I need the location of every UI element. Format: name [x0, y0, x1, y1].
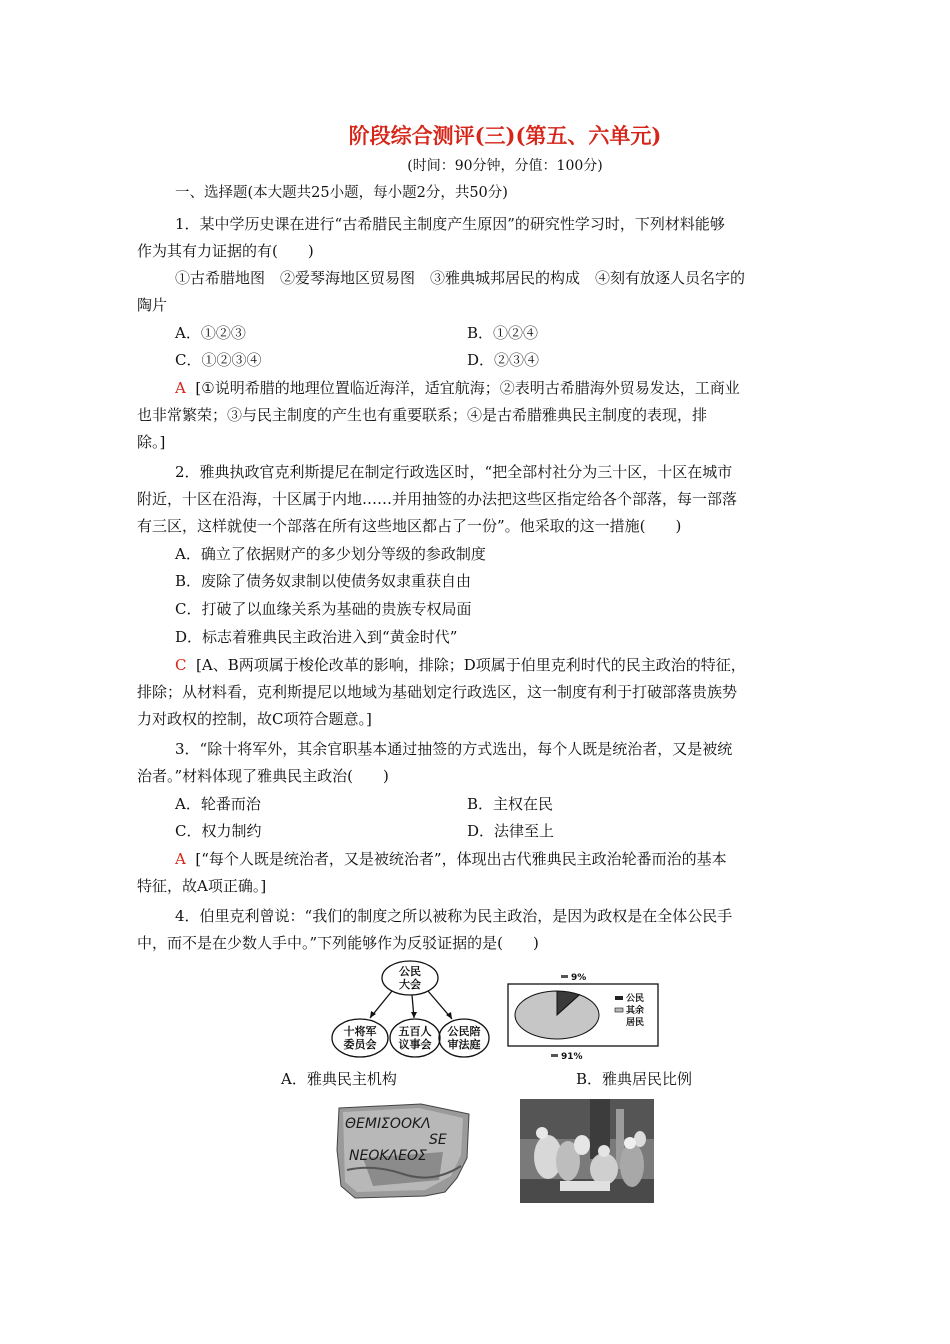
ostracon-photo: [333, 1100, 475, 1202]
ostracon-line-3: NEOKΛEOΣ: [349, 1148, 427, 1164]
q3-option-a: A．轮番而治: [175, 795, 261, 813]
pie-label-91: 91%: [561, 1052, 583, 1062]
diagram-label-mid-2: 议事会: [398, 1038, 432, 1051]
legend-label-citizens: 公民: [626, 994, 645, 1004]
q2-explanation-line3: 力对政权的控制，故C项符合题意。]: [137, 710, 372, 728]
legend-swatch-citizens: [615, 996, 623, 1000]
q2-stem-line2: 附近，十区在沿海，十区属于内地……并用抽签的办法把这些区指定给各个部落，每一部落: [137, 490, 738, 508]
figure-a-caption: A．雅典民主机构: [281, 1070, 397, 1088]
legend-label-others-2: 居民: [626, 1018, 645, 1028]
diagram-label-left-2: 委员会: [343, 1038, 377, 1051]
diagram-label-top-2: 大会: [399, 978, 421, 991]
q3-option-c: C．权力制约: [175, 822, 262, 840]
q4-stem-line1: 4．伯里克利曾说：“我们的制度之所以被称为民主政治，是因为政权是在全体公民手: [175, 907, 733, 925]
diagram-label-mid-1: 五百人: [398, 1025, 432, 1038]
diagram-label-left-1: 十将军: [343, 1025, 377, 1038]
section-heading: 一、选择题(本大题共25小题，每小题2分，共50分): [175, 185, 508, 201]
q3-explanation-line1: [175, 849, 727, 869]
q1-explanation-line1: [175, 378, 740, 398]
pie-label-91-swatch: [551, 1054, 558, 1057]
q3-stem-line1: 3．“除十将军外，其余官职基本通过抽签的方式选出，每个人既是统治者，又是被统: [175, 740, 733, 758]
q1-expl-text1: [①说明希腊的地理位置临近海洋，适宜航海；②表明古希腊海外贸易发达，工商业: [195, 379, 740, 397]
pie-label-9: 9%: [571, 973, 587, 983]
q2-expl-text1: [A、B两项属于梭伦改革的影响，排除；D项属于伯里克利时代的民主政治的特征，: [196, 656, 746, 674]
legend-swatch-others: [615, 1008, 623, 1012]
q1-option-d: D．②③④: [467, 351, 540, 369]
q1-items-line2: 陶片: [137, 296, 168, 314]
q2-stem-line3: 有三区，这样就使一个部落在所有这些地区都占了一份”。他采取的这一措施( ): [137, 517, 682, 535]
q1-explanation-line2: 也非常繁荣；③与民主制度的产生也有重要联系；④是古希腊雅典民主制度的表现，排: [137, 406, 708, 424]
ostracon-line-1: ΘEMIΣOOKΛ: [345, 1116, 431, 1132]
q2-option-a: A．确立了依据财产的多少划分等级的参政制度: [175, 545, 486, 563]
ostracon-line-2: SE: [429, 1132, 447, 1148]
q3-stem-line2: 治者。”材料体现了雅典民主政治( ): [137, 767, 389, 785]
legend-label-others-1: 其余: [626, 1006, 645, 1016]
q4-stem-line2: 中，而不是在少数人手中。”下列能够作为反驳证据的是( ): [137, 934, 539, 952]
q1-items-line1: ①古希腊地图 ②爱琴海地区贸易图 ③雅典城邦居民的构成 ④刻有放逐人员名字的: [175, 269, 746, 287]
exam-info: (时间：90分钟，分值：100分): [407, 158, 603, 174]
q1-option-b: B．①②④: [467, 324, 539, 342]
socrates-painting-photo: [520, 1099, 654, 1203]
figure-b-caption: B．雅典居民比例: [576, 1070, 693, 1088]
q1-option-a: A．①②③: [175, 324, 246, 342]
athenian-institutions-diagram: [330, 960, 490, 1060]
diagram-label-top-1: 公民: [399, 965, 421, 978]
q2-option-d: D．标志着雅典民主政治进入到“黄金时代”: [175, 628, 458, 646]
q2-option-c: C．打破了以血缘关系为基础的贵族专权局面: [175, 600, 472, 618]
q2-option-b: B．废除了债务奴隶制以使债务奴隶重获自由: [175, 572, 472, 590]
q3-option-b: B．主权在民: [467, 795, 554, 813]
pie-label-9-swatch: [561, 975, 568, 978]
q2-answer: C: [175, 656, 187, 674]
q1-stem-line1: 1．某中学历史课在进行“古希腊民主制度产生原因”的研究性学习时，下列材料能够: [175, 215, 725, 233]
q1-explanation-line3: 除。]: [137, 433, 166, 451]
q3-answer: A: [175, 850, 186, 868]
q1-option-c: C．①②③④: [175, 351, 262, 369]
q1-answer: A: [175, 379, 186, 397]
pie-slice-others: [515, 991, 599, 1039]
q3-expl-text1: [“每个人既是统治者，又是被统治者”，体现出古代雅典民主政治轮番而治的基本: [195, 850, 727, 868]
page-title: 阶段综合测评(三)(第五、六单元): [348, 123, 662, 148]
q2-explanation-line1: [175, 655, 746, 675]
diagram-label-right-2: 审法庭: [447, 1038, 481, 1051]
q1-stem-line2: 作为其有力证据的有( ): [137, 242, 314, 260]
q3-option-d: D．法律至上: [467, 822, 555, 840]
q2-stem-line1: 2．雅典执政官克利斯提尼在制定行政选区时，“把全部村社分为三十区，十区在城市: [175, 463, 733, 481]
population-pie-chart: [505, 962, 665, 1064]
q3-explanation-line2: 特征，故A项正确。]: [137, 877, 267, 895]
diagram-label-right-1: 公民陪: [447, 1025, 481, 1038]
q2-explanation-line2: 排除；从材料看，克利斯提尼以地域为基础划定行政选区，这一制度有利于打破部落贵族势: [137, 683, 738, 701]
